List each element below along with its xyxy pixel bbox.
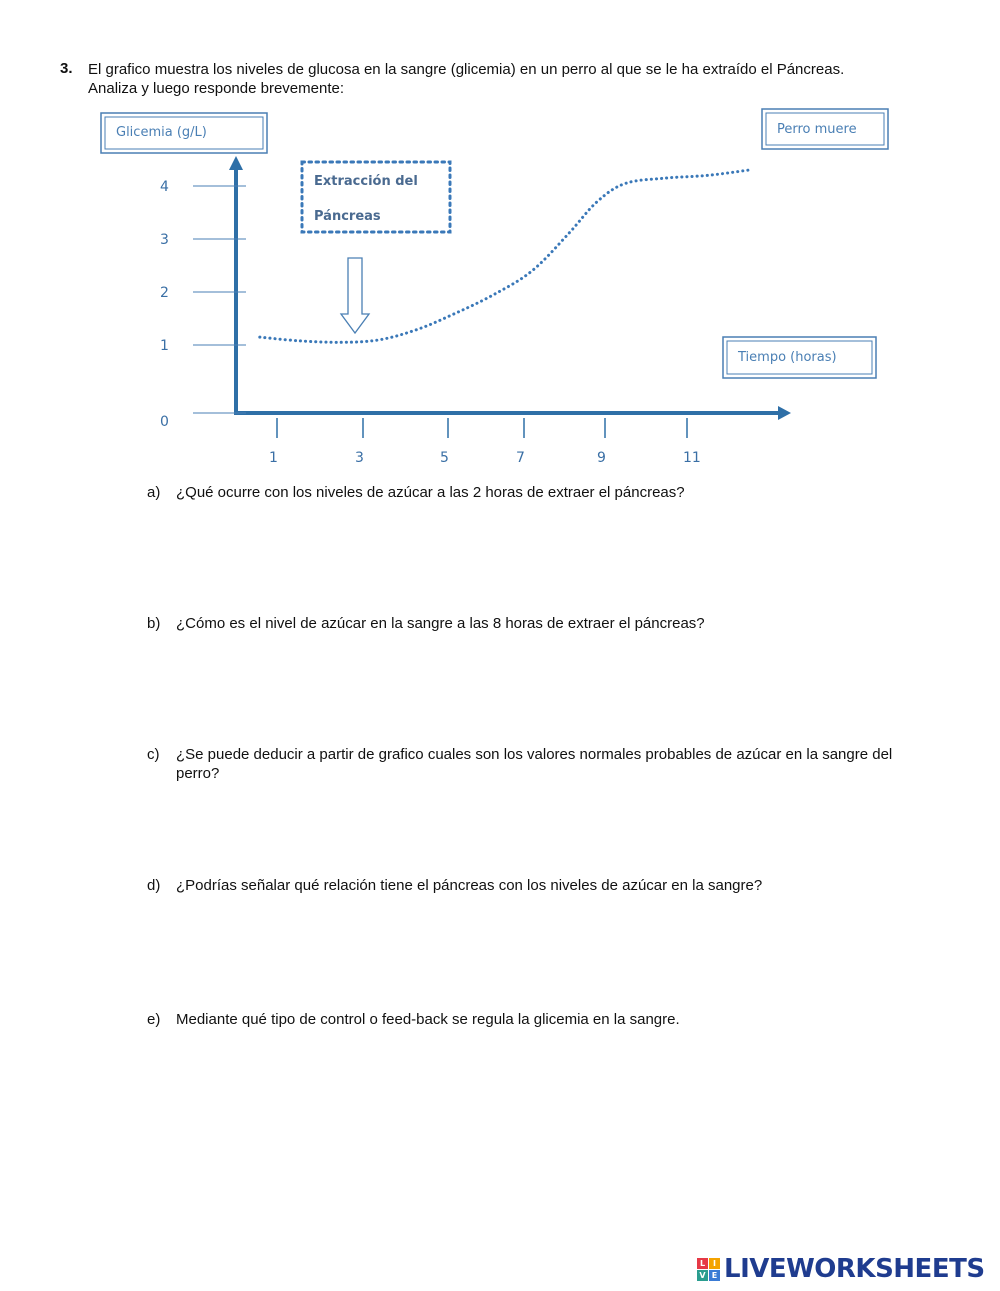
question-item xyxy=(147,876,907,895)
x-tick-label: 9 xyxy=(597,450,606,466)
liveworksheets-logo xyxy=(697,1254,985,1284)
question-letter: a) xyxy=(147,484,161,501)
series-glicemia-line xyxy=(260,170,749,342)
y-tick-label: 0 xyxy=(160,414,169,430)
death-annotation: Perro muere xyxy=(777,122,857,137)
extraction-box xyxy=(302,162,450,232)
question-intro: El grafico muestra los niveles de glucosa en la sangre (glicemia) en un perro al que se le ha extraído el Páncreas. Analiza y luego responde brevemente: xyxy=(88,61,845,97)
glycemia-chart xyxy=(0,100,1000,480)
xlabel: Tiempo (horas) xyxy=(738,350,837,365)
logo-tile: E xyxy=(709,1270,720,1281)
question-text: Mediante qué tipo de control o feed-back se regula la glicemia en la sangre. xyxy=(176,1011,680,1028)
logo-text: LIVEWORKSHEETS xyxy=(724,1254,985,1284)
y-tick-label: 4 xyxy=(160,179,169,195)
logo-tile: L xyxy=(697,1258,708,1269)
extraction-label-line1: Extracción del xyxy=(314,174,418,189)
x-tick-label: 1 xyxy=(269,450,278,466)
y-tick-label: 3 xyxy=(160,232,169,248)
ylabel: Glicemia (g/L) xyxy=(116,125,207,140)
death-box xyxy=(762,109,888,149)
x-tick-label: 11 xyxy=(683,450,701,466)
x-tick-label: 7 xyxy=(516,450,525,466)
extraction-label-line2: Páncreas xyxy=(314,209,381,224)
question-letter: c) xyxy=(147,746,160,763)
question-letter: b) xyxy=(147,615,161,632)
ylabel-box xyxy=(101,113,267,153)
question-item xyxy=(147,483,907,502)
question-letter: e) xyxy=(147,1011,161,1028)
x-axis-arrow-icon xyxy=(778,406,791,420)
x-tick-label: 3 xyxy=(355,450,364,466)
question-text: ¿Cómo es el nivel de azúcar en la sangre a las 8 horas de extraer el páncreas? xyxy=(176,615,705,632)
question-letter: d) xyxy=(147,877,161,894)
question-item xyxy=(147,745,907,783)
question-item xyxy=(147,1010,907,1029)
x-tick-label: 5 xyxy=(440,450,449,466)
y-axis-arrow-icon xyxy=(229,156,243,170)
question-number: 3. xyxy=(60,60,73,77)
logo-tiles-icon xyxy=(697,1258,720,1281)
question-text: ¿Podrías señalar qué relación tiene el páncreas con los niveles de azúcar en la sangre? xyxy=(176,877,763,894)
down-arrow-icon xyxy=(341,258,369,333)
question-item xyxy=(147,614,907,633)
xlabel-box xyxy=(723,337,876,378)
logo-tile: V xyxy=(697,1270,708,1281)
logo-tile: I xyxy=(709,1258,720,1269)
question-text: ¿Qué ocurre con los niveles de azúcar a las 2 horas de extraer el páncreas? xyxy=(176,484,685,501)
y-tick-label: 1 xyxy=(160,338,169,354)
y-tick-label: 2 xyxy=(160,285,169,301)
question-text: ¿Se puede deducir a partir de grafico cuales son los valores normales probables de azúcar en la sangre del perro? xyxy=(176,746,893,782)
